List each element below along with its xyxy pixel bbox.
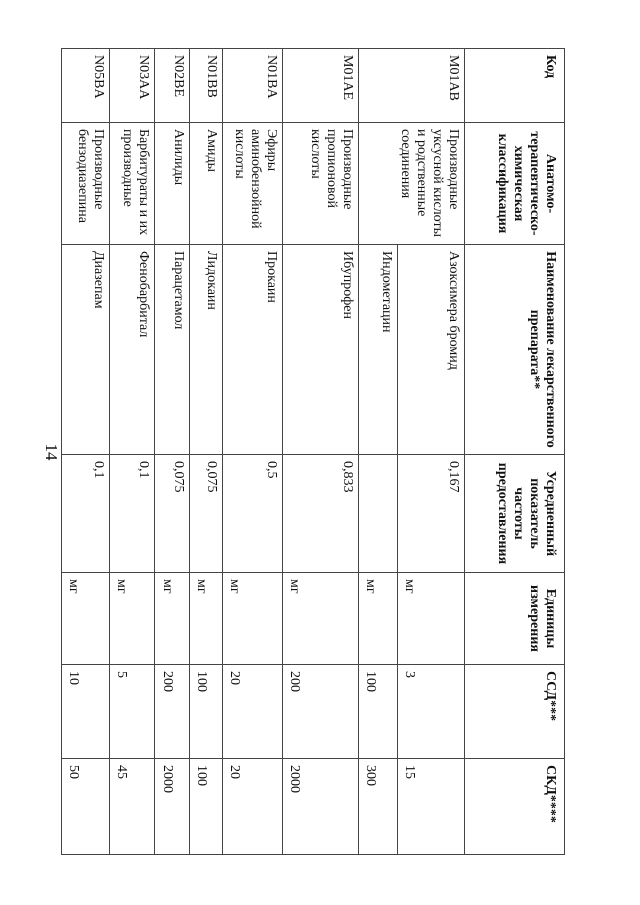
cell-code: N01BB [190,49,223,123]
cell-atc-class: Производные пропионовой кислоты [282,123,358,245]
cell-drug-name: Прокаин [222,245,282,455]
cell-ssd: 5 [109,665,155,759]
header-frequency: Усредненный показатель частоты предоставления [465,455,565,573]
table-row [109,49,155,855]
cell-drug-name: Азоксимера бромид [397,245,464,455]
rotated-table-wrapper [61,48,565,854]
cell-skd: 300 [358,759,397,855]
table-row [155,49,190,855]
cell-ssd: 3 [397,665,464,759]
cell-unit: мг [397,573,464,665]
cell-skd: 100 [190,759,223,855]
cell-frequency: 0,1 [62,455,110,573]
cell-frequency: 0,075 [155,455,190,573]
cell-skd: 15 [397,759,464,855]
cell-atc-class: Производные уксусной кислоты и родственные соединения [358,123,464,245]
cell-unit: мг [222,573,282,665]
drug-table [61,48,565,855]
cell-skd: 2000 [282,759,358,855]
cell-ssd: 10 [62,665,110,759]
header-skd: СКД**** [465,759,565,855]
page-number: 14 [42,443,61,461]
table-row [222,49,282,855]
cell-skd: 20 [222,759,282,855]
cell-drug-name: Фенобарбитал [109,245,155,455]
cell-frequency: 0,833 [282,455,358,573]
table-header-row [465,49,565,855]
cell-drug-name: Лидокаин [190,245,223,455]
cell-unit: мг [282,573,358,665]
cell-unit: мг [109,573,155,665]
table-row [62,49,110,855]
cell-frequency: 0,1 [109,455,155,573]
cell-unit: мг [155,573,190,665]
cell-unit: мг [62,573,110,665]
cell-code: N03AA [109,49,155,123]
cell-drug-name: Парацетамол [155,245,190,455]
cell-frequency [358,455,397,573]
cell-atc-class: Производные бензодиазепина [62,123,110,245]
header-ssd: ССД*** [465,665,565,759]
cell-code: M01AB [358,49,464,123]
cell-frequency: 0,5 [222,455,282,573]
cell-atc-class: Анилиды [155,123,190,245]
table-row [397,49,464,855]
header-drug-name: Наименование лекарственного препарата** [465,245,565,455]
cell-drug-name: Ибупрофен [282,245,358,455]
cell-atc-class: Амиды [190,123,223,245]
cell-ssd: 200 [155,665,190,759]
header-atc-class: Анатомо-терапевтическо-химическая классификация [465,123,565,245]
cell-code: N01BA [222,49,282,123]
cell-drug-name: Диазепам [62,245,110,455]
cell-drug-name: Индометацин [358,245,397,455]
cell-ssd: 100 [190,665,223,759]
cell-unit: мг [190,573,223,665]
cell-ssd: 20 [222,665,282,759]
cell-skd: 50 [62,759,110,855]
table-row [282,49,358,855]
cell-code: M01AE [282,49,358,123]
header-unit: Единицы измерения [465,573,565,665]
cell-ssd: 200 [282,665,358,759]
header-code: Код [465,49,565,123]
table-row [190,49,223,855]
cell-frequency: 0,167 [397,455,464,573]
cell-atc-class: Эфиры аминобензойной кислоты [222,123,282,245]
cell-skd: 45 [109,759,155,855]
cell-ssd: 100 [358,665,397,759]
cell-skd: 2000 [155,759,190,855]
cell-code: N05BA [62,49,110,123]
cell-atc-class: Барбитураты и их производные [109,123,155,245]
cell-unit: мг [358,573,397,665]
cell-frequency: 0,075 [190,455,223,573]
cell-code: N02BE [155,49,190,123]
